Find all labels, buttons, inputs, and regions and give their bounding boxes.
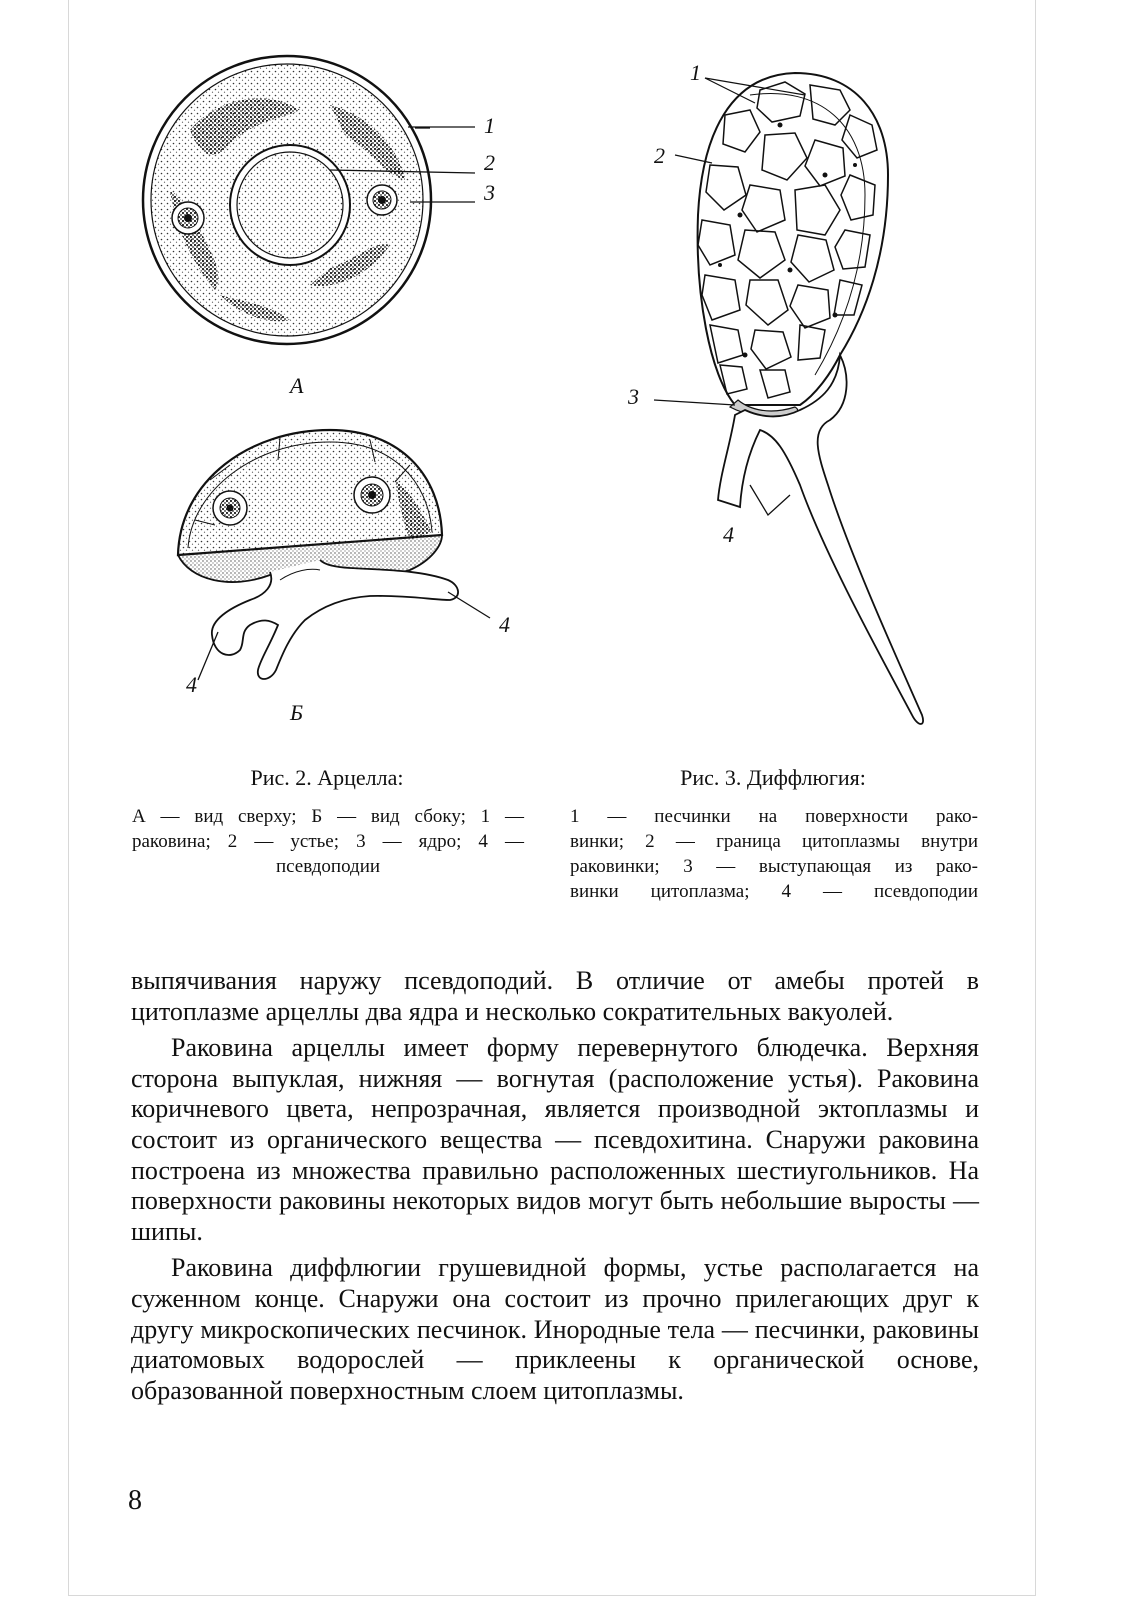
fig2-caption-text: [132, 804, 524, 879]
figure-arcella-side-view: [170, 420, 520, 700]
fig2-label-4-left: 4: [186, 672, 197, 697]
fig3-caption-line: винки цитоплазма; 4 — псевдоподии: [570, 881, 978, 902]
fig2-view-a-label: А: [290, 373, 304, 398]
fig2-label-3: 3: [484, 180, 495, 205]
paragraph-3: Раковина диффлюгии грушевидной формы, устье располагается на суженном конце. Снаружи она состоит из прочно прилегающих друг к другу микроскопических песчинок. Инородные тела — песчинки, раковины диатомовых водорослей — приклеены к органической основе, образованной поверхностным слоем цитоплазмы.: [131, 1253, 979, 1405]
fig3-caption-title: Рис. 3. Диффлюгия:: [680, 765, 866, 790]
fig2-label-2: 2: [484, 150, 495, 175]
fig3-label-4: 4: [723, 522, 734, 547]
paragraph-2: Раковина арцеллы имеет форму перевернутого блюдечка. Верхняя сторона выпуклая, нижняя — вогнутая (расположение устья). Раковина коричневого цвета, непрозрачная, является производной эктоплазмы и состоит из органического вещества — псевдохитина. Снаружи раковина построена из множества правильно расположенных шестиугольников. На поверхности раковины некоторых видов могут быть небольшие выросты — шипы.: [131, 1033, 979, 1246]
body-text: [131, 966, 979, 1406]
fig2-view-b-label: Б: [290, 700, 303, 725]
fig3-caption-text: [570, 804, 978, 904]
fig3-label-1: 1: [690, 60, 701, 85]
fig2-caption-line: А — вид сверху; Б — вид сбоку; 1 —: [132, 806, 524, 827]
fig3-label-2: 2: [654, 143, 665, 168]
fig3-caption-line: винки; 2 — граница цитоплазмы внутри: [570, 831, 978, 852]
fig2-caption-line: псевдоподии: [275, 856, 381, 877]
fig2-caption-line: раковина; 2 — устье; 3 — ядро; 4 —: [132, 831, 524, 852]
fig3-label-3: 3: [628, 384, 639, 409]
fig3-caption-line: 1 — песчинки на поверхности рако-: [570, 806, 978, 827]
fig2-label-1: 1: [484, 113, 495, 138]
fig2-caption-title: Рис. 2. Арцелла:: [250, 765, 404, 790]
paragraph-1: выпячивания наружу псевдоподий. В отличие от амебы протей в цитоплазме арцеллы два ядра и несколько сократительных вакуолей.: [131, 966, 979, 1026]
figure-difflugia: [650, 55, 970, 745]
fig3-caption-line: раковинки; 3 — выступающая из рако-: [570, 856, 978, 877]
fig2-label-4-right: 4: [499, 612, 510, 637]
page-number: 8: [128, 1485, 142, 1516]
figure2-leader-lines: [330, 110, 480, 220]
